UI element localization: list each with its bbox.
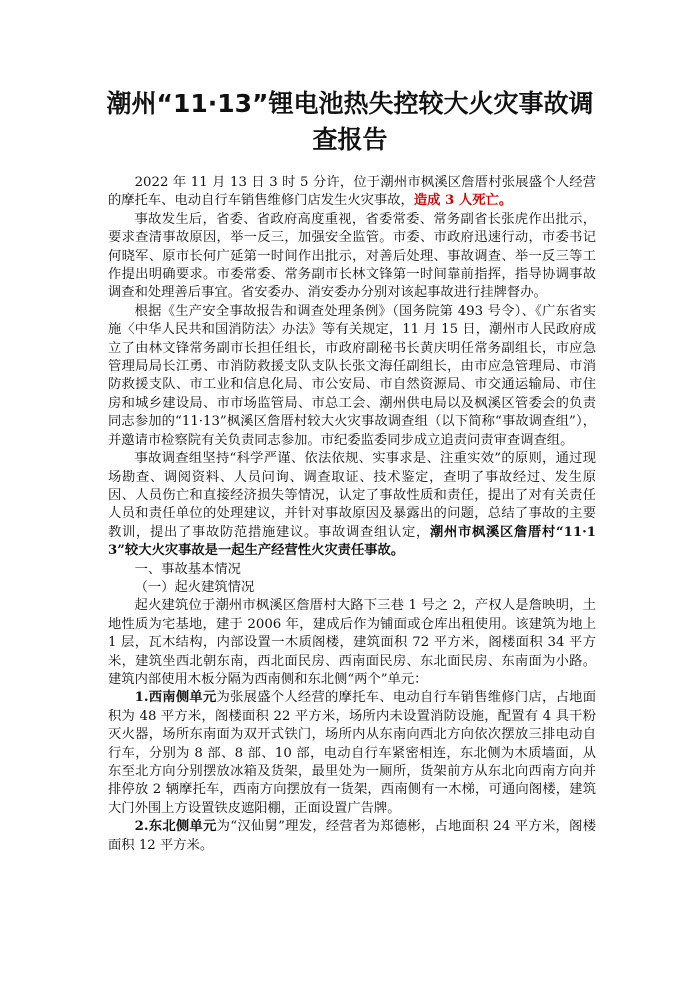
paragraph-investigation-team: 根据《生产安全事故报告和调查处理条例》（国务院第 493 号令）、《广东省实施〈中华人民共和国消防法〉办法》等有关规定，11 月 15 日，潮州市人民政府成立了由林文锋常务副市长担任组长，市政府副秘书长黄庆明任常务副组长，市应急管理局局长江勇、市消防救援支队支队长张文海任副组长，由市应急管理局、市消防救援支队、市工业和信息化局、市公安局、市自然资源局、市交通运输局、市住房和城乡建设局、市市场监管局、市总工会、潮州供电局以及枫溪区管委会的负责同志参加的“11·13”枫溪区詹厝村较大火灾事故调查组（以下简称“事故调查组”），并邀请市检察院有关负责同志参加。市纪委监委同步成立追责问责审查调查组。 (108, 303, 596, 448)
unit-northeast-text: 为“汉仙舅”理发，经营者为郑德彬，占地面积 24 平方米，阁楼面积 12 平方米。 (108, 819, 597, 853)
conclusion-highlight: 潮州市枫溪区詹厝村“11·13”较大火灾事故是一起生产经营性火灾责任事故。 (108, 524, 596, 559)
paragraph-incident (108, 174, 596, 211)
unit-southwest-text: 为张展盛个人经营的摩托车、电动自行车销售维修门店，占地面积为 48 平方米，阁楼面积 22 平方米，场所内未设置消防设施，配置有 4 具干粉灭火器，场所东南面为双开式铁门，场所内从东南向西北方向依次摆放三排电动自行车，分别为 8 部、8 部、10 部，电动自行车紧密相连，东北侧为木质墙面，从东至北方向分别摆放冰箱及货架，最里处为一厕所，货架前方从东北向西南方向并排停放 2 辆摩托车，西南方向摆放有一货架，西南侧有一木梯，可通向阁楼，建筑大门外围上方设置铁皮遮阳棚，正面设置广告牌。 (108, 690, 596, 816)
section-heading: 一、事故基本情况 (134, 561, 241, 577)
document-body (108, 174, 596, 855)
conclusion-text: 事故调查组坚持“科学严谨、依法依规、实事求是、注重实效”的原则，通过现场勘查、调阅资料、人员问询、调查取证、技术鉴定，查明了事故经过、发生原因、人员伤亡和直接经济损失等情况，认定了事故性质和责任，提出了对有关责任人员和责任单位的处理建议，并针对事故原因及暴露出的问题，总结了事故的主要教训，提出了事故防范措施建议。事故调查组认定， (108, 451, 596, 540)
subsection-heading: （一）起火建筑情况 (134, 579, 255, 595)
casualty-highlight: 造成 3 人死亡。 (413, 193, 513, 209)
document-title: 潮州“11·13”锂电池热失控较大火灾事故调查报告 (106, 89, 594, 154)
paragraph-conclusion (108, 450, 596, 560)
unit-northeast-label: 2.东北侧单元 (134, 819, 217, 835)
paragraph-response: 事故发生后，省委、省政府高度重视，省委常委、常务副省长张虎作出批示，要求查清事故原因，举一反三，加强安全监管。市委、市政府迅速行动，市委书记何晓军、原市长何广延第一时间作出批示，对善后处理、事故调查、举一反三等工作提出明确要求。市委常委、常务副市长林文锋第一时间靠前指挥，指导协调事故调查和处理善后事宜。省安委办、消安委办分别对该起事故进行挂牌督办。 (108, 211, 596, 301)
paragraph-building: 起火建筑位于潮州市枫溪区詹厝村大路下三巷 1 号之 2，产权人是詹映明，土地性质为宅基地，建于 2006 年，建成后作为铺面或仓库出租使用。该建筑为地上 1 层，瓦木结构，内部设置一木质阁楼，建筑面积 72 平方米，阁楼面积 34 平方米，建筑坐西北朝东南，西北面民房、西南面民房、东北面民房、东南面为小路。建筑内部使用木板分隔为西南侧和东北侧“两个”单元： (108, 598, 596, 687)
incident-summary: 2022 年 11 月 13 日 3 时 5 分许，位于潮州市枫溪区詹厝村张展盛个人经营的摩托车、电动自行车销售维修门店发生火灾事故， (108, 175, 596, 209)
unit-southwest-label: 1.西南侧单元 (134, 690, 217, 706)
paragraph-unit-northeast (108, 818, 596, 855)
paragraph-unit-southwest (108, 689, 596, 818)
